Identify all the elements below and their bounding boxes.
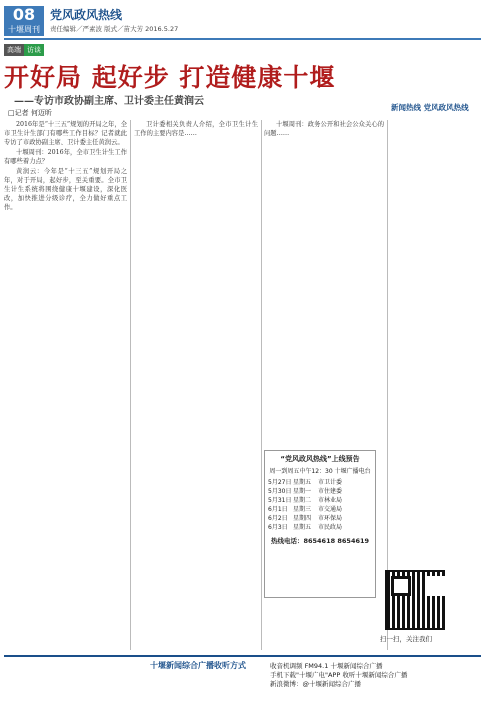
qr-caption: 扫一扫，关注我们	[380, 635, 432, 643]
page-number-box	[4, 6, 44, 36]
schedule-row: 5月27日 星期五 市卫计委	[268, 479, 343, 486]
editors-line: 责任编辑／严素波 版式／苗大芳 2016.5.27	[50, 25, 179, 33]
right-column-label: 新闻热线 党风政风热线	[391, 103, 469, 112]
qr-code-icon[interactable]	[385, 570, 445, 630]
byline: □记者 何迈昕	[8, 109, 52, 117]
schedule-box	[264, 450, 376, 598]
subheadline: ——专访市政协副主席、卫计委主任黄润云	[14, 96, 204, 107]
schedule-row: 5月31日 星期二 市林业局	[268, 497, 343, 504]
schedule-row: 6月3日 星期五 市民政局	[268, 524, 343, 531]
bottom-line: 手机下载"十堰广电"APP 收听十堰新闻综合广播	[270, 671, 408, 679]
headline: 开好局 起好步 打造健康十堰	[4, 63, 336, 92]
bottom-title: 十堰新闻综合广播收听方式	[150, 661, 246, 670]
header-rule	[4, 38, 481, 40]
page-sub: 十堰周刊	[8, 25, 40, 34]
paragraph: 黄润云：今年是“十三五”规划开局之年，对于开局，起好步，至关重要。全市卫生计生系统将围绕健康十堰建设，深化医改，加快推进分级诊疗，全力做好重点工作。	[4, 168, 127, 211]
paragraph: 卫计委相关负责人介绍，全市卫生计生工作的主要内容是……	[134, 121, 258, 137]
tag-high-end: 高端	[4, 44, 24, 56]
paragraph: 2016年是“十三五”规划的开局之年，全市卫生计生部门有哪些工作目标？记者就此专访了市政协副主席、卫计委主任黄润云。	[4, 121, 127, 146]
schedule-subtitle: 周一到周五中午12：30 十堰广播电台	[269, 468, 371, 475]
bottom-lines	[270, 662, 407, 689]
schedule-title: “党风政风热线”上线预告	[280, 455, 360, 463]
column-divider	[261, 120, 262, 650]
article-column-3	[264, 120, 384, 445]
schedule-row: 5月30日 星期一 市住建委	[268, 488, 343, 495]
schedule-row: 6月1日 星期三 市交通局	[268, 506, 343, 513]
column-divider	[130, 120, 131, 650]
article-column-1	[4, 120, 127, 650]
paragraph: 十堰周刊：政务公开和社会公众关心的问题……	[264, 121, 384, 137]
section-title: 党风政风热线	[50, 8, 123, 22]
page-number: 08	[12, 5, 36, 24]
bottom-line: 收音机调频 FM94.1 十堰新闻综合广播	[270, 662, 383, 670]
page-header	[0, 0, 485, 40]
schedule-row: 6月2日 星期四 市环保局	[268, 515, 343, 522]
article-column-2	[134, 120, 258, 650]
paragraph: 十堰周刊：2016年，全市卫生计生工作有哪些着力点？	[4, 149, 127, 165]
hotline: 热线电话：8654618 8654619	[270, 537, 370, 545]
tag-interview: 访谈	[24, 44, 44, 56]
bottom-line: 新浪微博：@十堰新闻综合广播	[270, 680, 361, 688]
